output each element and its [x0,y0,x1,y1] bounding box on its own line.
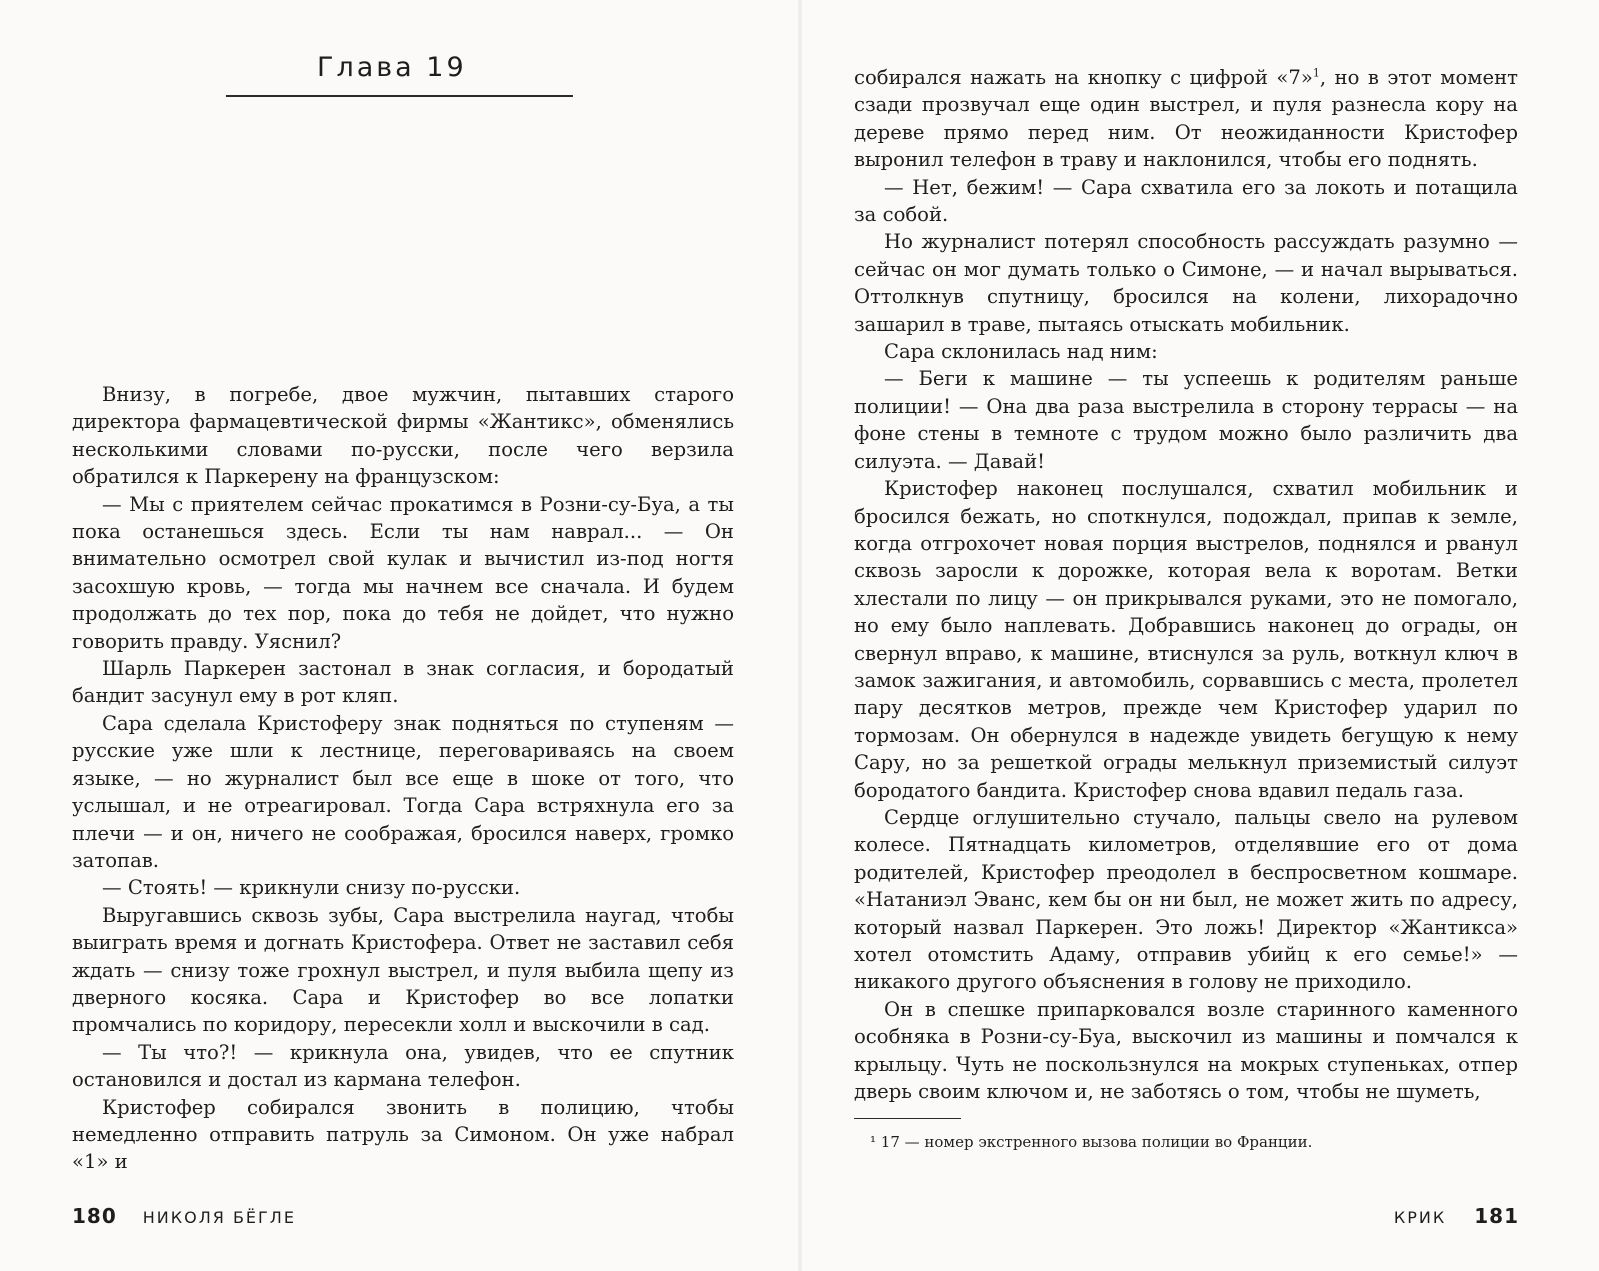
page-number: 181 [1474,1204,1519,1228]
paragraph: Шарль Паркерен застонал в знак согласия, и бородатый бандит засунул ему в рот кляп. [72,657,734,708]
running-head-title: КРИК [1393,1208,1447,1227]
right-page [800,0,1599,1271]
footnote-rule [854,1118,961,1119]
paragraph: Сара склонилась над ним: [884,340,1158,364]
paragraph: Выругавшись сквозь зубы, Сара выстрелила наугад, чтобы выиграть время и догнать Кристофера. Ответ не заставил себя ждать — снизу тоже грохнул выстрел, и пуля выбила щепу из дверного косяка. Сара и Кристофер во все лопатки промчались по коридору, пересекли холл и выскочили в сад. [72,903,734,1037]
paragraph: Сара сделала Кристоферу знак подняться по ступеням — русские уже шли к лестнице, переговариваясь на своем языке, — но журналист был все еще в шоке от того, что услышал, и не отреагировал. Тогда Сара встряхнула его за плечи — и он, ничего не соображая, бросился наверх, громко затопав. [72,711,734,872]
footnote-marker: 1 [1312,66,1320,80]
right-folio [1394,1204,1519,1228]
paragraph: — Беги к машине — ты успеешь к родителям раньше полиции! — Она два раза выстрелила в сторону террасы — на фоне стены в темноте с трудом можно было различить два силуэта. — Давай! [854,367,1518,473]
page-number: 180 [72,1204,117,1228]
chapter-title: Глава 19 [317,52,467,83]
paragraph: Но журналист потерял способность рассуждать разумно — сейчас он мог думать только о Симоне, — и начал вырываться. Оттолкнув спутницу, бросился на колени, лихорадочно зашарил в траве, пытаясь отыскать мобильник. [854,230,1518,336]
paragraph: — Стоять! — крикнули снизу по-русски. [102,876,521,900]
paragraph: — Ты что?! — крикнула она, увидев, что ее спутник остановился и достал из кармана телефон. [72,1040,734,1092]
paragraph: Сердце оглушительно стучало, пальцы свело на рулевом колесе. Пятнадцать километров, отделявшие его от дома родителей, Кристофер преодолел в беспросветном кошмаре. «Натаниэл Эванс, кем бы он ни был, не может жить по адресу, который назвал Паркерен. Это ложь! Директор «Жантикса» хотел отомстить Адаму, отправив убийц к его семье!» — никакого другого объяснения в голову не приходило. [854,805,1518,994]
paragraph: Внизу, в погребе, двое мужчин, пытавших старого директора фармацевтической фирмы «Жантикс», обменялись несколькими словами по-русски, после чего верзила обратился к Паркерену на французском: [72,383,734,489]
paragraph-text: собирался нажать на кнопку с цифрой «7» [854,66,1313,89]
footnote: ¹ 17 — номер экстренного вызова полиции во Франции. [870,1133,1313,1151]
right-page-body [854,64,1518,1105]
paragraph: Кристофер наконец послушался, схватил мобильник и бросился бежать, но споткнулся, подождал, припав к земле, когда отгрохочет новая порция выстрелов, поднялся и рванул сквозь заросли к дорожке, которая вела к воротам. Ветки хлестали по лицу — он прикрывался руками, это не помогало, но ему было наплевать. Добравшись наконец до ограды, он свернул вправо, к машине, втиснулся за руль, воткнул ключ в замок зажигания, и автомобиль, сорвавшись с места, пролетел пару десятков метров, прежде чем Кристофер ударил по тормозам. Он обернулся в надежде увидеть бегущую к нему Сару, но за решеткой ограды мелькнул приземистый силуэт бородатого бандита. Кристофер снова вдавил педаль газа. [854,477,1518,802]
running-head-author: НИКОЛЯ БЁГЛЕ [142,1208,296,1227]
paragraph: — Мы с приятелем сейчас прокатимся в Розни-су-Буа, а ты пока останешься здесь. Если ты нам наврал... — Он внимательно осмотрел свой кулак и вычистил из-под ногтя засохшую кровь, — тогда мы начнем все сначала. И будем продолжать до тех пор, пока до тебя не дойдет, что нужно говорить правду. Уяснил? [72,492,734,653]
paragraph-continued [854,64,1518,174]
paragraph-text: , но в этот момент сзади прозвучал еще один выстрел, и пуля разнесла кору на дереве прямо перед ним. От неожиданности Кристофер выронил телефон в траву и наклонился, чтобы его поднять. [854,66,1518,172]
chapter-title-rule [226,95,573,97]
paragraph: Он в спешке припарковался возле старинного каменного особняка в Розни-су-Буа, выскочил из машины и помчался к крыльцу. Чуть не поскользнулся на мокрых ступеньках, отпер дверь своим ключом и, не заботясь о том, чтобы не шуметь, [854,997,1518,1104]
paragraph: — Нет, бежим! — Сара схватила его за локоть и потащила за собой. [854,175,1518,227]
left-page-body [72,381,734,1176]
left-folio [72,1204,296,1228]
paragraph: Кристофер собирался звонить в полицию, чтобы немедленно отправить патруль за Симоном. Он уже набрал «1» и [72,1095,734,1174]
